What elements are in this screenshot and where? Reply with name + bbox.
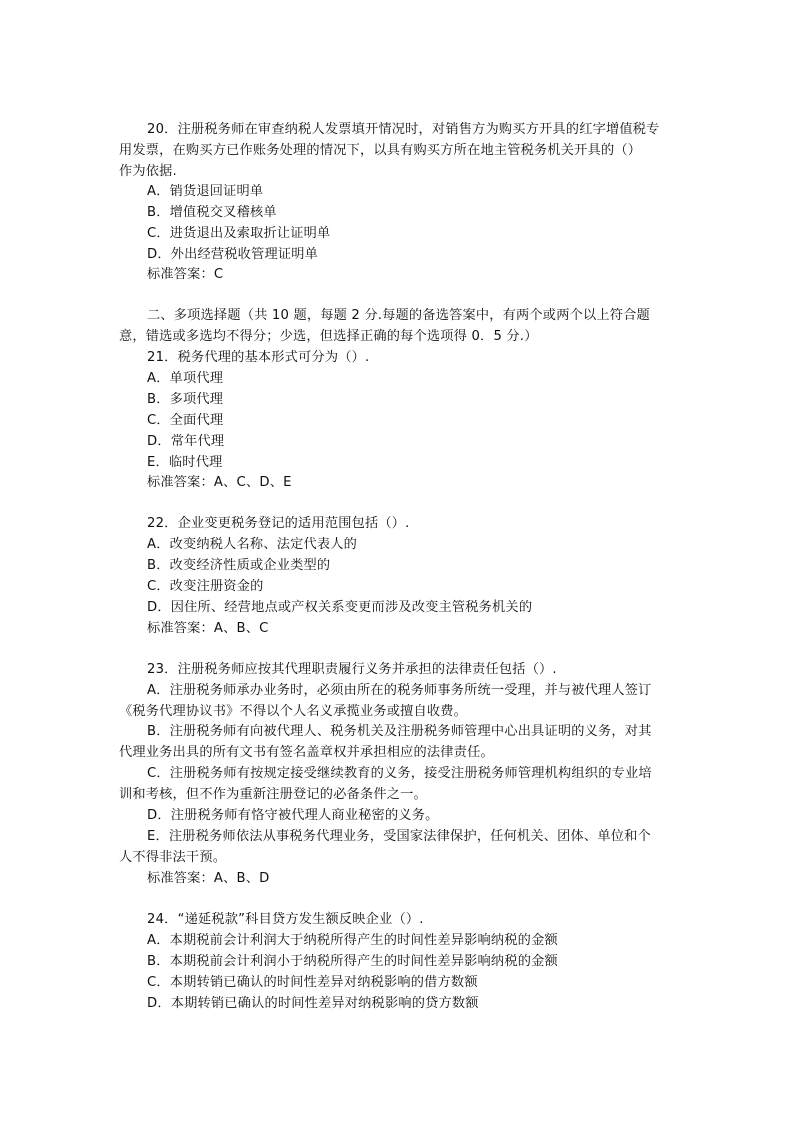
q20-option-c: C．进货退出及索取折让证明单 (147, 226, 331, 241)
q21-option-b: B．多项代理 (147, 392, 224, 407)
q23-option-c-line2: 训和考核，但不作为重新注册登记的必备条件之一。 (119, 787, 427, 802)
q23-answer: 标准答案：A、B、D (147, 871, 270, 886)
q20-stem-line1: 20．注册税务师在审查纳税人发票填开情况时，对销售方为购买方开具的红字增值税专 (147, 122, 660, 137)
q22-option-c: C．改变注册资金的 (147, 579, 264, 594)
q23-option-b-line2: 代理业务出具的所有文书有签名盖章权并承担相应的法律责任。 (119, 745, 494, 760)
q24-option-b: B．本期税前会计利润小于纳税所得产生的时间性差异影响纳税的金额 (147, 954, 558, 969)
q21-option-d: D．常年代理 (147, 434, 225, 449)
q21-stem: 21．税务代理的基本形式可分为（）. (147, 350, 370, 365)
q23-stem: 23．注册税务师应按其代理职责履行义务并承担的法律责任包括（）. (147, 662, 557, 677)
q20-option-d: D．外出经营税收管理证明单 (147, 247, 319, 262)
q23-option-a-line2: 《税务代理协议书》不得以个人名义承揽业务或擅自收费。 (119, 704, 468, 719)
q24-stem: 24．“递延税款”科目贷方发生额反映企业（）. (147, 912, 424, 927)
q22-option-a: A．改变纳税人名称、法定代表人的 (147, 537, 358, 552)
q23-option-a-line1: A．注册税务师承办业务时，必须由所在的税务师事务所统一受理，并与被代理人签订 (147, 683, 652, 698)
q22-option-b: B．改变经济性质或企业类型的 (147, 558, 331, 573)
q22-answer: 标准答案：A、B、C (147, 621, 269, 636)
q20-stem-line2: 用发票，在购买方已作账务处理的情况下，以具有购买方所在地主管税务机关开具的（） (119, 143, 642, 158)
q22-stem: 22．企业变更税务登记的适用范围包括（）. (147, 516, 410, 531)
q21-option-a: A．单项代理 (147, 371, 224, 386)
q23-option-e-line2: 人不得非法干预。 (119, 850, 227, 865)
section2-heading-line1: 二、多项选择题（共 10 题，每题 2 分.每题的备选答案中，有两个或两个以上符合题 (147, 308, 650, 323)
q21-answer: 标准答案：A、C、D、E (147, 475, 292, 490)
q24-option-a: A．本期税前会计利润大于纳税所得产生的时间性差异影响纳税的金额 (147, 933, 558, 948)
section2-heading-line2: 意，错选或多选均不得分；少选，但选择正确的每个选项得 0．5 分.） (119, 329, 538, 344)
q20-answer: 标准答案：C (147, 267, 224, 282)
q20-option-b: B．增值税交叉稽核单 (147, 205, 277, 220)
q22-option-d: D．因住所、经营地点或产权关系变更而涉及改变主管税务机关的 (147, 600, 533, 615)
q23-option-c-line1: C．注册税务师有按规定接受继续教育的义务，接受注册税务师管理机构组织的专业培 (147, 766, 652, 781)
q24-option-c: C．本期转销已确认的时间性差异对纳税影响的借方数额 (147, 975, 478, 990)
q20-option-a: A．销货退回证明单 (147, 184, 264, 199)
q23-option-e-line1: E．注册税务师依法从事税务代理业务，受国家法律保护，任何机关、团体、单位和个 (147, 829, 651, 844)
q23-option-d: D．注册税务师有恪守被代理人商业秘密的义务。 (147, 808, 439, 823)
q24-option-d: D．本期转销已确认的时间性差异对纳税影响的贷方数额 (147, 996, 479, 1011)
q23-option-b-line1: B．注册税务师有向被代理人、税务机关及注册税务师管理中心出具证明的义务，对其 (147, 724, 652, 739)
q21-option-c: C．全面代理 (147, 413, 224, 428)
q20-stem-line3: 作为依据. (119, 164, 177, 179)
q21-option-e: E．临时代理 (147, 455, 223, 470)
